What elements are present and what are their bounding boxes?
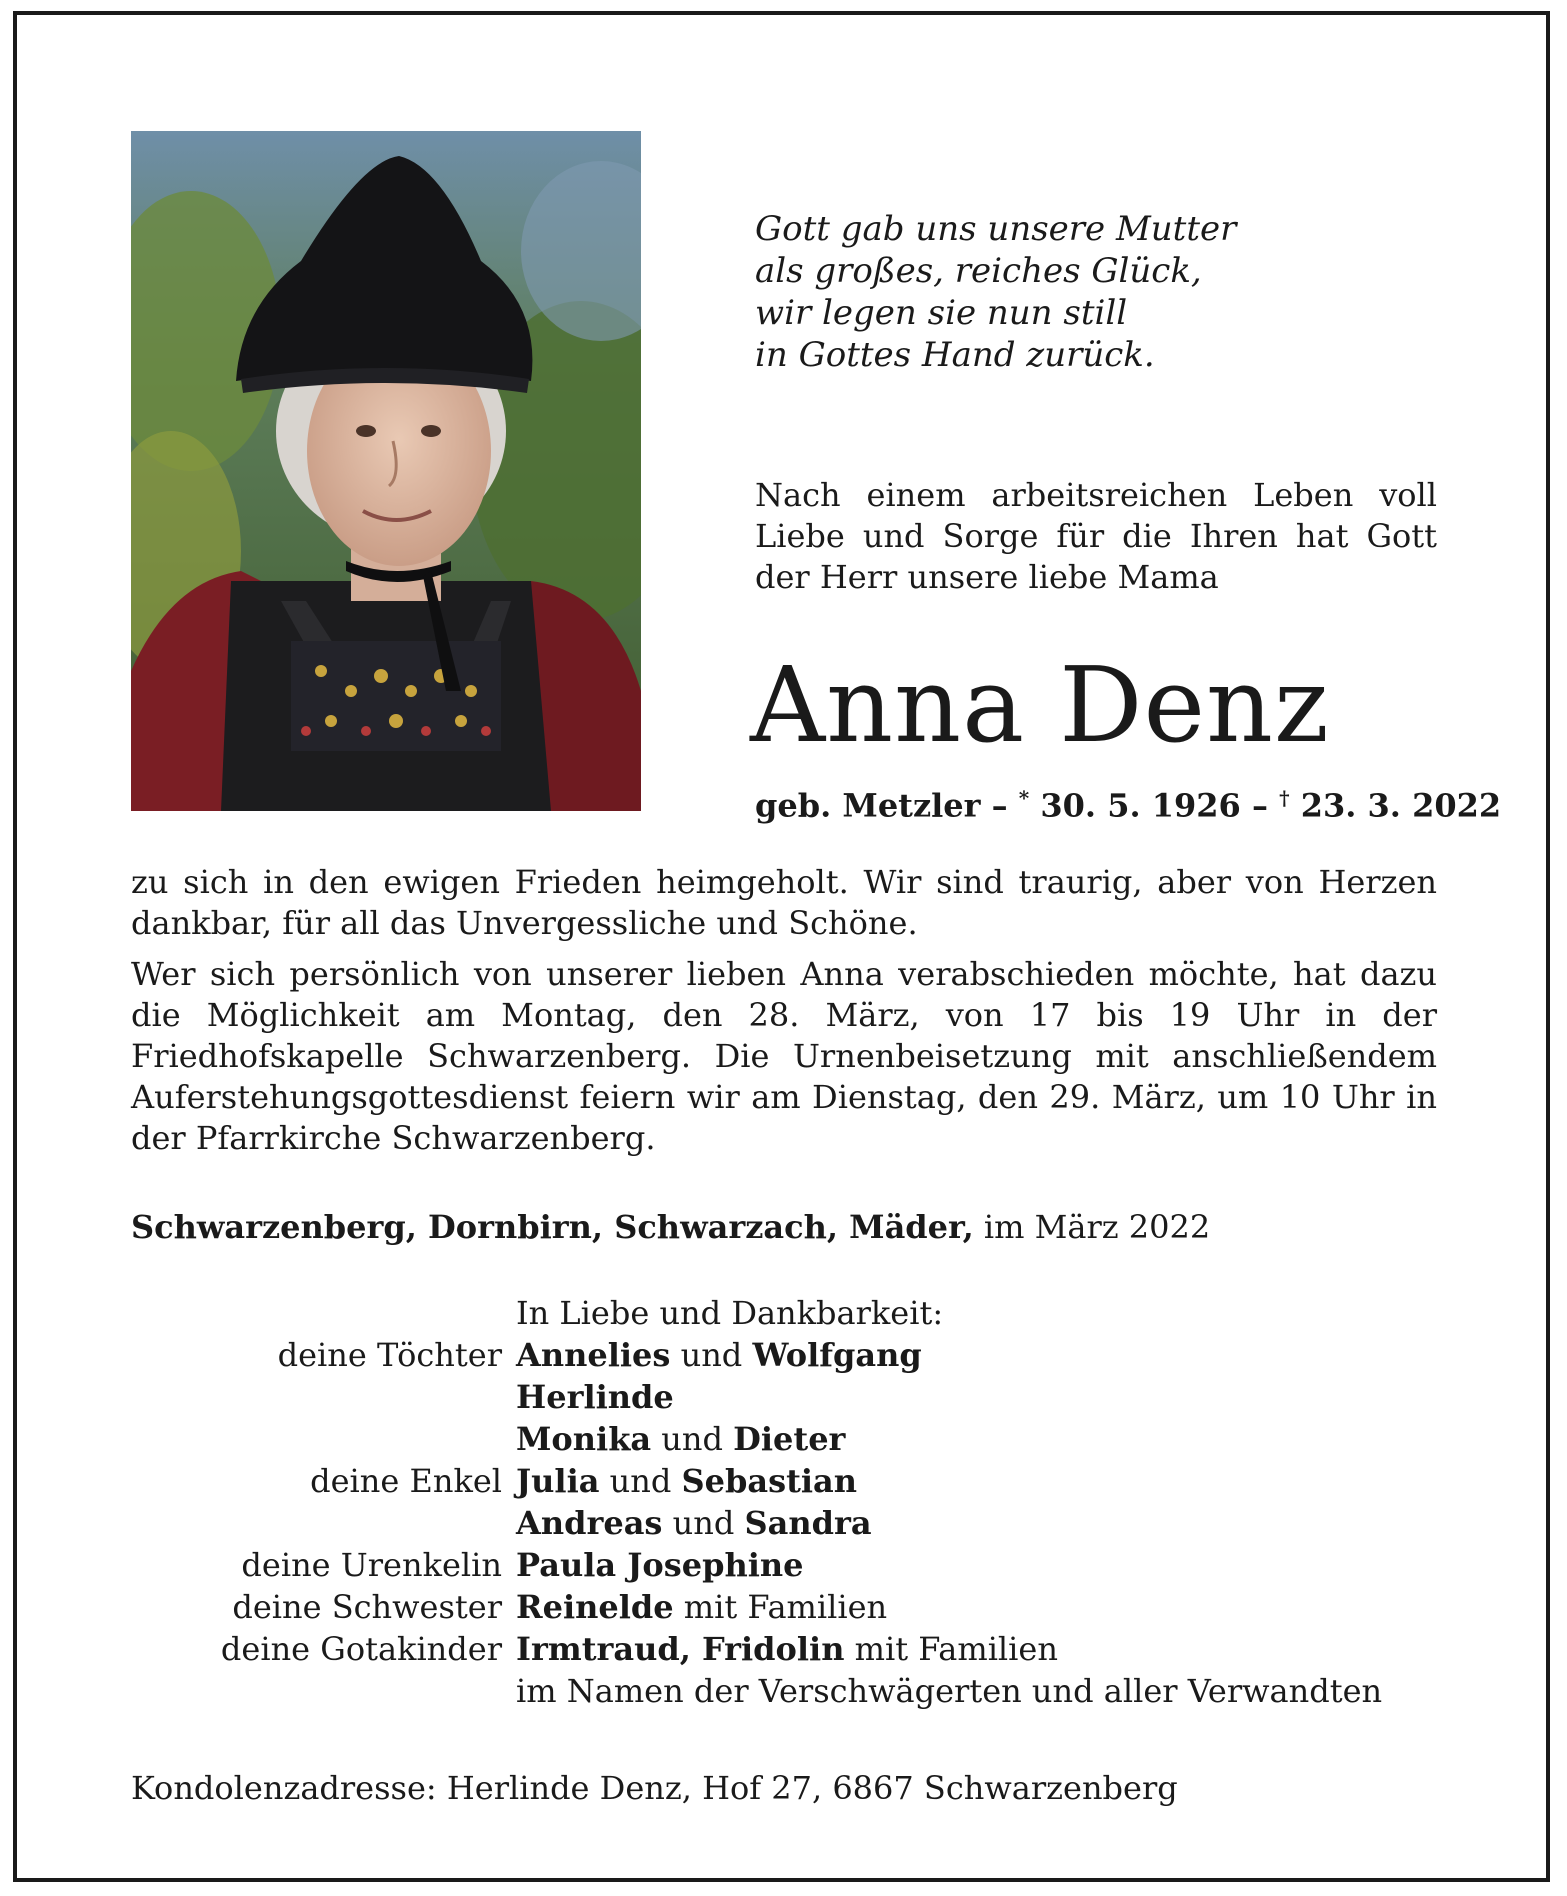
relation-label: deine Gotakinder [220,1630,502,1668]
relative-row [131,1502,1437,1544]
relative-row [131,1460,1437,1502]
separator: – [1240,786,1280,825]
intro-text: Nach einem arbeitsreichen Leben voll Liebe und Sorge für die Ihren hat Gott der Herr unsere liebe Mama [755,476,1437,596]
relative-names [516,1460,1437,1502]
relative-names [516,1586,1437,1628]
relative-name: Andreas [516,1504,663,1542]
relation-label [131,1418,516,1460]
places-list: Schwarzenberg, Dornbirn, Schwarzach, Mäder, [131,1208,974,1246]
relative-row [131,1376,1437,1418]
connector-text: mit Familien [673,1588,888,1626]
separator: – [980,786,1019,825]
connector-text: und [662,1504,745,1542]
signoff-heading: In Liebe und Dankbarkeit: [516,1294,944,1332]
places-and-date [131,1207,1210,1247]
verse-line: Gott gab uns unsere Mutter [755,209,1237,249]
body-paragraph: zu sich in den ewigen Frieden heimgeholt. Wir sind traurig, aber von Herzen dankbar, für all das Unvergessliche und Schöne. [131,863,1437,942]
connector-text: mit Familien [844,1630,1058,1668]
relation-label: deine Schwester [232,1588,502,1626]
relative-name: Sandra [744,1504,872,1542]
relation-label [131,1502,516,1544]
life-dates [755,778,1501,826]
relative-name: Paula Josephine [516,1546,804,1584]
relative-names [516,1334,1437,1376]
signoff-closing: im Namen der Verschwägerten und aller Verwandten [516,1672,1383,1710]
death-cross-icon: † [1279,786,1290,810]
relatives-list [131,1334,1437,1670]
relative-name: Julia [516,1462,600,1500]
relation-label: deine Enkel [310,1462,502,1500]
birth-star-icon: * [1018,786,1030,810]
relative-names [516,1502,1437,1544]
relative-names [516,1628,1437,1670]
family-signoff [131,1292,1437,1712]
portrait-illustration [131,131,641,811]
relative-name: Dieter [733,1420,846,1458]
relative-row [131,1418,1437,1460]
body-paragraph: Wer sich persönlich von unserer lieben Anna verabschieden möchte, hat dazu die Möglichkeit am Montag, den 28. März, von 17 bis 19 Uhr in der Friedhofskapelle Schwarzenberg. Die Urnenbeisetzung mit anschließendem Auferstehungsgottesdienst feiern wir am Dienstag, den 29. März, um 10 Uhr in der Pfarrkirche Schwarzenberg. [131,955,1437,1157]
verse-line: wir legen sie nun still [755,293,1128,333]
relative-name: Sebastian [681,1462,858,1500]
notice-date: im März 2022 [973,1208,1211,1246]
relation-label: deine Urenkelin [241,1546,502,1584]
connector-text: und [670,1336,753,1374]
relative-row [131,1628,1437,1670]
verse-line: in Gottes Hand zurück. [755,335,1155,375]
relative-names [516,1544,1437,1586]
relative-name: Herlinde [516,1378,674,1416]
deceased-name: Anna Denz [750,644,1330,766]
death-date: 23. 3. 2022 [1300,786,1502,825]
relative-names [516,1418,1437,1460]
relative-name: Reinelde [516,1588,674,1626]
condolence-address: Kondolenzadresse: Herlinde Denz, Hof 27, 6867 Schwarzenberg [131,1769,1178,1807]
relative-name: Monika [516,1420,652,1458]
relative-row [131,1334,1437,1376]
relative-row [131,1544,1437,1586]
connector-text: und [599,1462,682,1500]
relative-name: Wolfgang [752,1336,922,1374]
relation-label [131,1376,516,1418]
portrait-photo [131,131,641,811]
birth-date: 30. 5. 1926 [1040,786,1241,825]
birth-name: geb. Metzler [755,786,981,825]
relative-name: Irmtraud, Fridolin [516,1630,845,1668]
relative-names [516,1376,1437,1418]
relative-name: Annelies [516,1336,671,1374]
connector-text: und [651,1420,734,1458]
relative-row [131,1586,1437,1628]
memorial-verse [755,208,1236,376]
relation-label: deine Töchter [277,1336,502,1374]
verse-line: als großes, reiches Glück, [755,251,1202,291]
